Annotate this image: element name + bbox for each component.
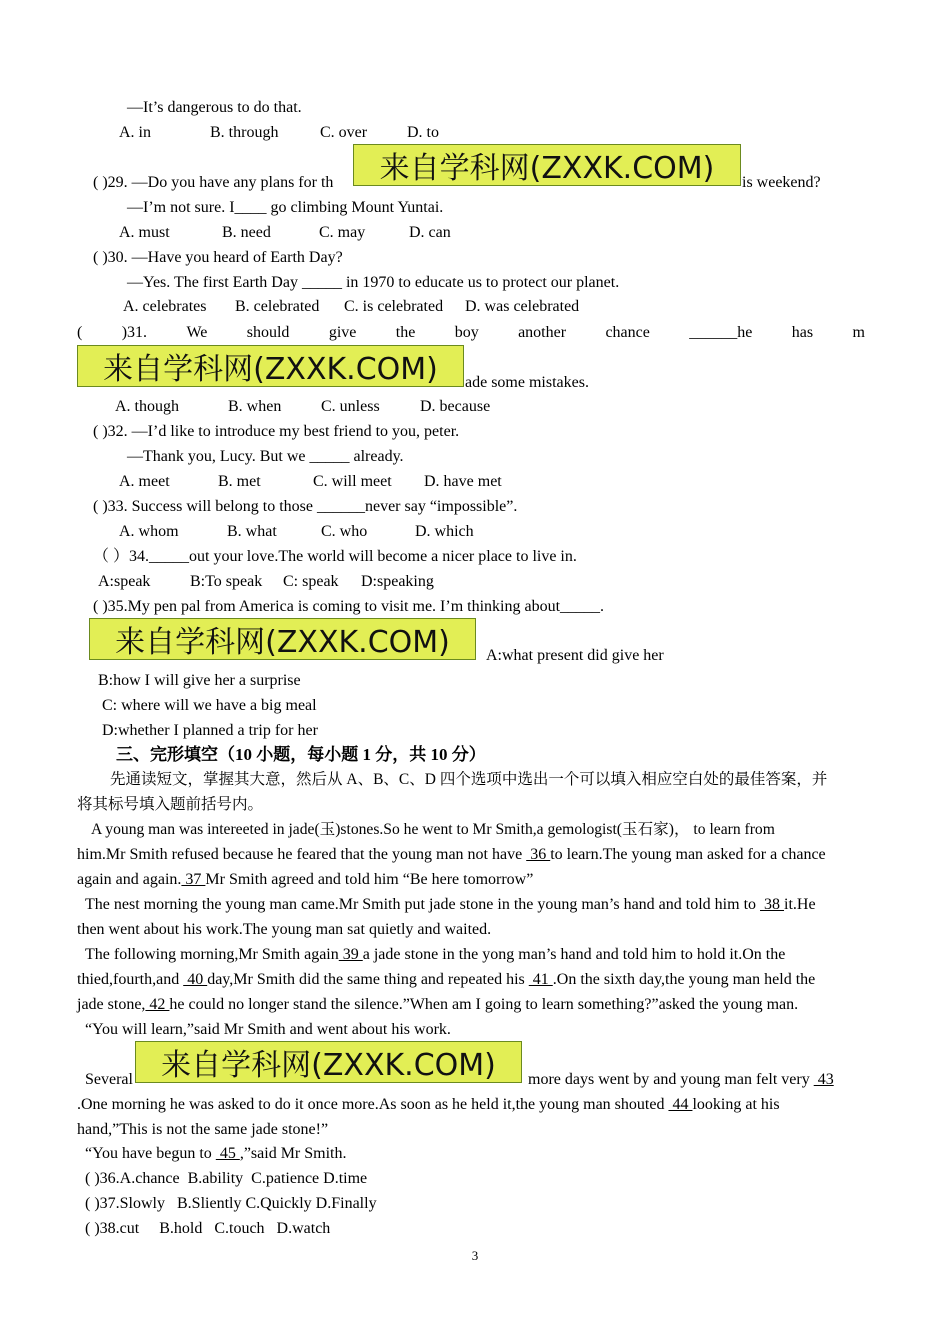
passage-text: .On the sixth day,the young man held the xyxy=(552,971,816,988)
q31-word: another xyxy=(518,324,567,341)
blank-39: 39 xyxy=(338,946,363,963)
question-32: ( )32. —I’d like to introduce my best friend to you, peter. xyxy=(93,423,460,440)
options-37: ( )37.Slowly B.Sliently C.Quickly D.Finally xyxy=(85,1195,377,1212)
option-d: D. can xyxy=(409,224,451,241)
option-d: D. have met xyxy=(424,473,502,490)
blank-40: 40 xyxy=(183,971,208,988)
passage-line xyxy=(77,870,533,890)
q31-word: should xyxy=(246,324,290,341)
passage-text: Mr Smith agreed and told him “Be here tomorrow” xyxy=(205,871,534,888)
option-a: A. whom xyxy=(119,523,179,540)
option-c: C. will meet xyxy=(313,473,392,490)
q31-word: give xyxy=(328,324,357,341)
passage-line xyxy=(77,1095,780,1115)
passage-text: Several xyxy=(85,1071,133,1088)
option-d: D:whether I planned a trip for her xyxy=(102,722,318,739)
blank-36: 36 xyxy=(526,846,551,863)
passage-line xyxy=(85,1144,346,1164)
text-line: —Yes. The first Earth Day _____ in 1970 to educate us to protect our planet. xyxy=(127,274,620,291)
q31-word: chance xyxy=(605,324,650,341)
option-a: A. though xyxy=(115,398,179,415)
option-a: A. meet xyxy=(119,473,170,490)
passage-text: again and again. xyxy=(77,871,182,888)
question-29-end: is weekend? xyxy=(742,174,821,191)
q31-word: We xyxy=(186,324,208,341)
q31-word: boy xyxy=(454,324,479,341)
passage-text: more days went by and young man felt very xyxy=(528,1071,814,1088)
text-line: —Thank you, Lucy. But we _____ already. xyxy=(127,448,404,465)
question-31 xyxy=(77,323,865,343)
option-c: C. may xyxy=(319,224,366,241)
question-35: ( )35.My pen pal from America is coming to visit me. I’m thinking about_____. xyxy=(93,598,605,615)
passage-line: hand,”This is not the same jade stone!” xyxy=(77,1121,329,1138)
q31-word: )31. xyxy=(121,324,148,341)
passage-line xyxy=(77,970,815,990)
blank-42: 42 xyxy=(145,996,170,1013)
option-d: D. because xyxy=(420,398,491,415)
options-38: ( )38.cut B.hold C.touch D.watch xyxy=(85,1220,331,1237)
option-b: B. celebrated xyxy=(235,298,320,315)
option-b: B:how I will give her a surprise xyxy=(98,672,301,689)
blank-45: 45 xyxy=(215,1145,240,1162)
passage-line xyxy=(85,945,785,965)
passage-line xyxy=(528,1070,834,1090)
watermark-logo: 来自学科网(ZXXK.COM) xyxy=(353,144,741,186)
question-29: ( )29. —Do you have any plans for th xyxy=(93,174,334,191)
option-b: B. what xyxy=(227,523,277,540)
watermark-logo: 来自学科网(ZXXK.COM) xyxy=(89,618,476,660)
option-c: C. over xyxy=(320,124,368,141)
passage-text: he could no longer stand the silence.”When am I going to learn something?”asked the young man. xyxy=(169,996,799,1013)
passage-text: The nest morning the young man came.Mr Smith put jade stone in the young man’s hand and told him to xyxy=(85,896,761,913)
option-b: B. when xyxy=(228,398,282,415)
option-a: A. must xyxy=(119,224,170,241)
passage-text: jade stone, xyxy=(77,996,146,1013)
passage-text: thied,fourth,and xyxy=(77,971,184,988)
passage-text: “You have begun to xyxy=(85,1145,216,1162)
passage-line xyxy=(77,845,826,865)
option-b: B. through xyxy=(210,124,279,141)
option-c: C: speak xyxy=(283,573,339,590)
passage-text: ,”said Mr Smith. xyxy=(239,1145,347,1162)
passage-text: day,Mr Smith did the same thing and repeated his xyxy=(207,971,529,988)
option-a: A:what present did give her xyxy=(486,647,664,664)
passage-text: it.He xyxy=(784,896,816,913)
blank-41: 41 xyxy=(528,971,553,988)
passage-text: looking at his xyxy=(692,1096,780,1113)
text-line: —It’s dangerous to do that. xyxy=(127,99,302,116)
question-30: ( )30. —Have you heard of Earth Day? xyxy=(93,249,343,266)
q31-word: the xyxy=(395,324,416,341)
question-34: （ ）34._____out your love.The world will become a nicer place to live in. xyxy=(93,548,577,565)
q31-word: has xyxy=(791,324,814,341)
option-a: A:speak xyxy=(98,573,151,590)
blank-43: 43 xyxy=(813,1071,834,1088)
page-number: 3 xyxy=(471,1248,479,1263)
question-33: ( )33. Success will belong to those ______never say “impossible”. xyxy=(93,498,518,515)
option-c: C: where will we have a big meal xyxy=(102,697,317,714)
blank-37: 37 xyxy=(181,871,206,888)
option-a: A. in xyxy=(119,124,151,141)
blank-44: 44 xyxy=(668,1096,693,1113)
passage-line xyxy=(85,895,816,915)
option-d: D. to xyxy=(407,124,439,141)
passage-text: .One morning he was asked to do it once more.As soon as he held it,the young man shouted xyxy=(77,1096,669,1113)
option-d: D:speaking xyxy=(361,573,434,590)
text-line: —I’m not sure. I____ go climbing Mount Yuntai. xyxy=(127,199,444,216)
passage-line xyxy=(77,995,798,1015)
instructions: 将其标号填入题前括号内。 xyxy=(77,796,264,813)
option-c: C. unless xyxy=(321,398,380,415)
section-heading: 三、完形填空（10 小题，每小题 1 分，共 10 分） xyxy=(116,745,486,764)
options-36: ( )36.A.chance B.ability C.patience D.time xyxy=(85,1170,368,1187)
option-d: D. which xyxy=(415,523,474,540)
passage-text: him.Mr Smith refused because he feared that the young man not have xyxy=(77,846,527,863)
question-31-end: ade some mistakes. xyxy=(465,374,589,391)
option-c: C. who xyxy=(321,523,368,540)
blank-38: 38 xyxy=(760,896,785,913)
passage-text: The following morning,Mr Smith again xyxy=(85,946,339,963)
option-d: D. was celebrated xyxy=(465,298,580,315)
option-c: C. is celebrated xyxy=(344,298,444,315)
q31-word: ( xyxy=(77,324,83,341)
watermark-logo: 来自学科网(ZXXK.COM) xyxy=(77,345,464,387)
passage-line: “You will learn,”said Mr Smith and went about his work. xyxy=(85,1021,451,1038)
option-a: A. celebrates xyxy=(123,298,207,315)
passage-text: a jade stone in the yong man’s hand and told him to hold it.On the xyxy=(362,946,786,963)
passage-text: to learn.The young man asked for a chance xyxy=(550,846,826,863)
q31-word: ______he xyxy=(689,324,753,341)
option-b: B. need xyxy=(222,224,271,241)
passage-line: then went about his work.The young man sat quietly and waited. xyxy=(77,921,492,938)
option-b: B:To speak xyxy=(190,573,263,590)
instructions: 先通读短文，掌握其大意，然后从 A、B、C、D 四个选项中选出一个可以填入相应空白处的最佳答案，并 xyxy=(110,771,828,788)
option-b: B. met xyxy=(218,473,261,490)
passage-line: A young man was intereeted in jade(玉)stones.So he went to Mr Smith,a gemologist(玉石家)， to learn from xyxy=(91,821,775,838)
q31-word: m xyxy=(852,324,865,341)
watermark-logo: 来自学科网(ZXXK.COM) xyxy=(135,1041,522,1083)
